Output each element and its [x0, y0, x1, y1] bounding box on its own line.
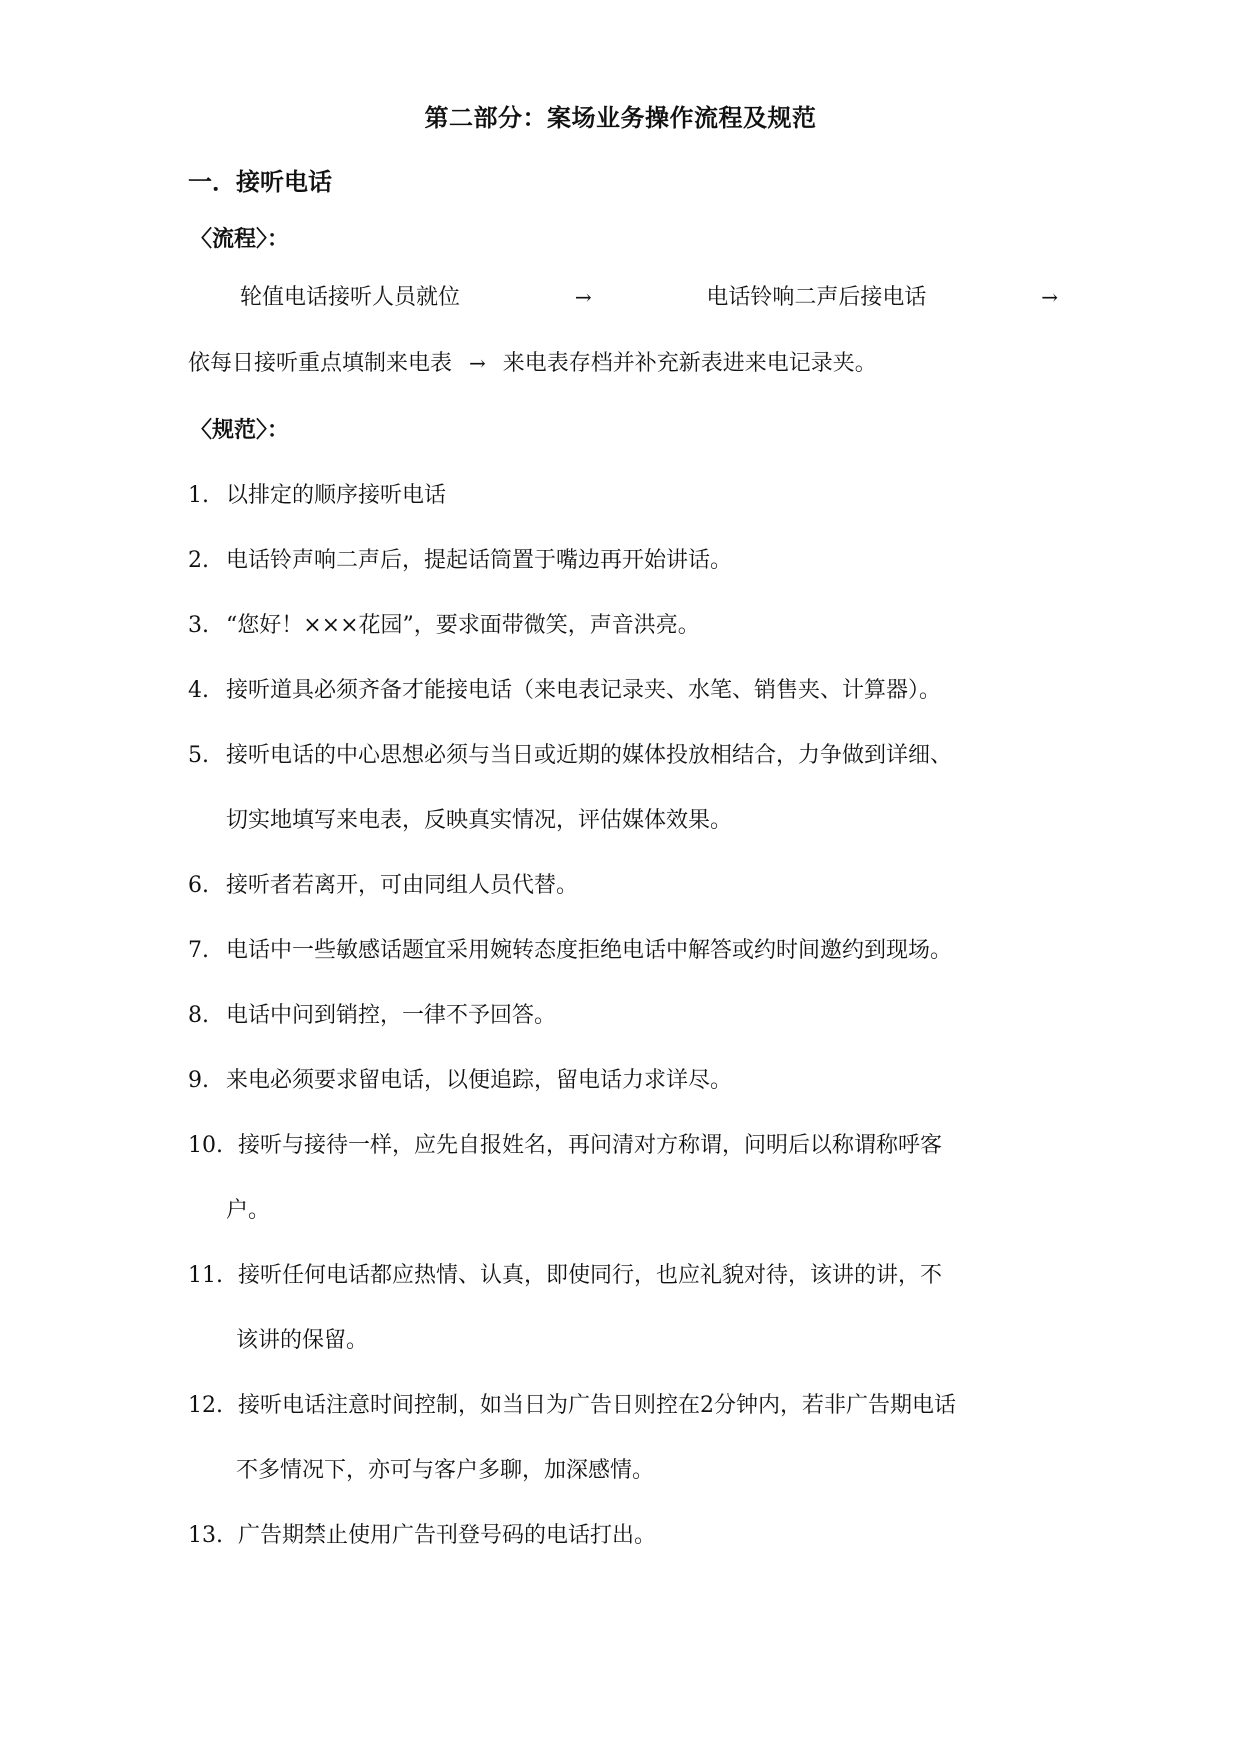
flow-arrow-icon: →: [469, 351, 486, 375]
rule-text: 来电必须要求留电话，以便追踪，留电话力求详尽。: [226, 1068, 733, 1093]
rule-text: 广告期禁止使用广告刊登号码的电话打出。: [238, 1523, 657, 1548]
rule-number: 12.: [188, 1393, 223, 1418]
rule-item: [188, 673, 941, 704]
rules-heading: 〈规范〉：: [190, 417, 290, 443]
rule-item: [188, 608, 700, 639]
rule-text: 电话中问到销控，一律不予回答。: [226, 1003, 557, 1028]
rule-text: 接听道具必须齐备才能接电话（来电表记录夹、水笔、销售夹、计算器）。: [226, 678, 942, 703]
rule-text-continuation: 切实地填写来电表，反映真实情况，评估媒体效果。: [226, 808, 733, 833]
rule-item: [188, 868, 578, 899]
rule-number: 2.: [188, 548, 209, 573]
rule-text-continuation: 不多情况下，亦可与客户多聊，加深感情。: [236, 1458, 655, 1483]
flow-step-1: 轮值电话接听人员就位: [240, 285, 461, 310]
flow-line-1: [188, 280, 1058, 311]
rule-number: 13.: [188, 1523, 223, 1548]
rule-text: 接听电话注意时间控制，如当日为广告日则控在2分钟内，若非广告期电话: [238, 1393, 956, 1418]
rule-number: 5.: [188, 743, 209, 768]
rule-item: [188, 998, 556, 1029]
rule-item: [188, 738, 952, 769]
rule-text: 以排定的顺序接听电话: [226, 483, 447, 508]
rule-number: 11.: [188, 1263, 223, 1288]
rule-number: 6.: [188, 873, 209, 898]
rule-text: 接听任何电话都应热情、认真，即使同行，也应礼貌对待，该讲的讲，不: [238, 1263, 943, 1288]
rule-text: 接听者若离开，可由同组人员代替。: [226, 873, 579, 898]
flow-arrow-icon: →: [574, 285, 592, 309]
flow-line-2: [188, 346, 1058, 377]
rule-number: 3.: [188, 613, 209, 638]
rule-item: [188, 1128, 942, 1159]
rule-number: 8.: [188, 1003, 209, 1028]
rule-text: 接听与接待一样，应先自报姓名，再问清对方称谓，问明后以称谓称呼客: [238, 1133, 943, 1158]
rule-number: 1.: [188, 483, 209, 508]
flow-step-2: 电话铃响二声后接电话: [706, 285, 927, 310]
rule-item: [188, 1388, 956, 1419]
rule-text-continuation: 户。: [226, 1198, 271, 1223]
flow-step-3: 依每日接听重点填制来电表: [188, 351, 453, 376]
flow-step-4: 来电表存档并补充新表进来电记录夹。: [502, 351, 877, 376]
rule-text-continuation: 该讲的保留。: [236, 1328, 369, 1353]
rule-text: 电话中一些敏感话题宜采用婉转态度拒绝电话中解答或约时间邀约到现场。: [226, 938, 953, 963]
rule-number: 10.: [188, 1133, 223, 1158]
page-title: 第二部分：案场业务操作流程及规范: [424, 103, 817, 132]
rule-text: 电话铃声响二声后，提起话筒置于嘴边再开始讲话。: [226, 548, 733, 573]
rule-item: [188, 1063, 732, 1094]
rule-number: 4.: [188, 678, 209, 703]
rule-text: “您好！×××花园”，要求面带微笑，声音洪亮。: [226, 613, 700, 638]
rule-item: [188, 478, 446, 509]
rule-item: [188, 1258, 942, 1289]
flow-arrow-icon: →: [1041, 285, 1058, 309]
rule-number: 7.: [188, 938, 209, 963]
rule-item: [188, 543, 732, 574]
rule-text: 接听电话的中心思想必须与当日或近期的媒体投放相结合，力争做到详细、: [226, 743, 953, 768]
rule-item: [188, 933, 952, 964]
rule-item: [188, 1518, 656, 1549]
section-heading: 一．接听电话: [188, 167, 332, 196]
flow-heading: 〈流程〉：: [190, 226, 290, 252]
rule-number: 9.: [188, 1068, 209, 1093]
